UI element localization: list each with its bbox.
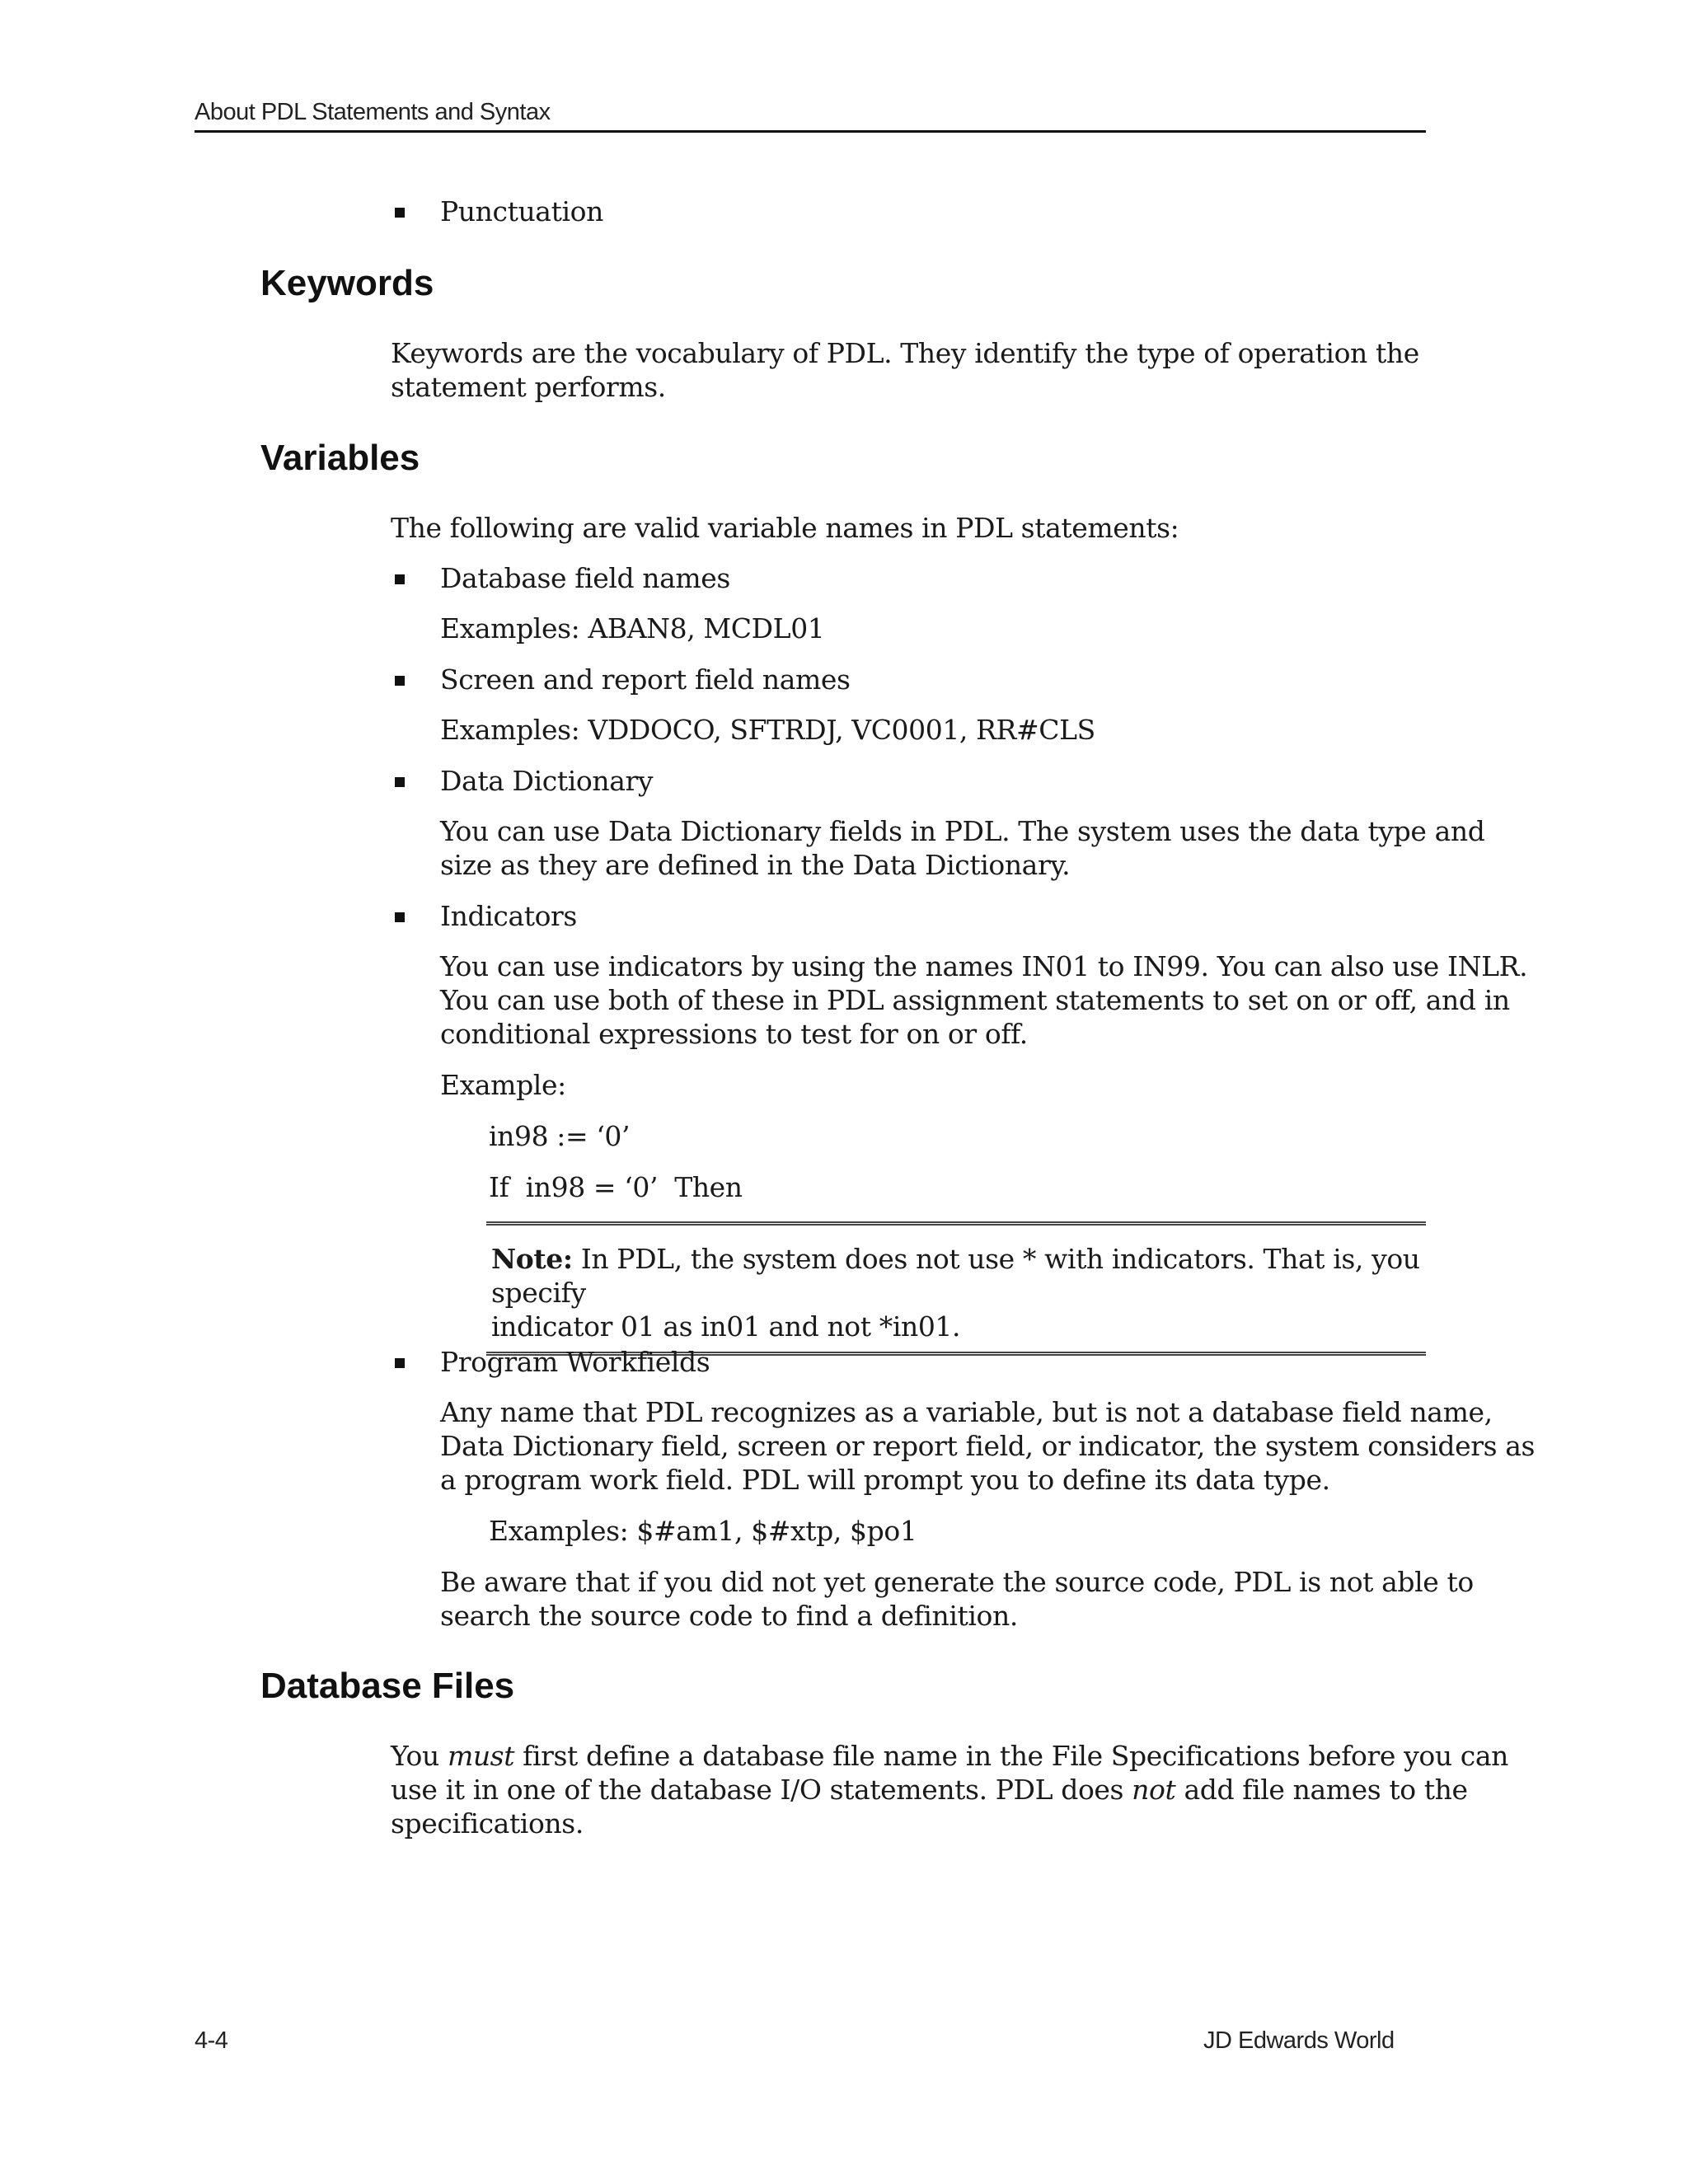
- list-item-text: Data Dictionary field, screen or report field, or indicator, the system considers as: [440, 1430, 1536, 1462]
- bullet-icon: [395, 777, 405, 787]
- example-label: Example:: [440, 1069, 566, 1101]
- list-item-text: search the source code to find a definition.: [440, 1600, 1018, 1632]
- emphasis-must: must: [447, 1740, 515, 1772]
- list-item-text: size as they are defined in the Data Dictionary.: [440, 849, 1071, 881]
- running-header: About PDL Statements and Syntax: [195, 99, 551, 125]
- text-run: You: [391, 1740, 448, 1772]
- text-run: add file names to the: [1175, 1774, 1468, 1806]
- note-box: [486, 1221, 1426, 1356]
- database-files-paragraph-line: [391, 1773, 1468, 1807]
- note-label: Note:: [491, 1243, 573, 1275]
- list-item-text: You can use both of these in PDL assignment statements to set on or off, and in: [440, 984, 1510, 1016]
- keywords-paragraph-line: statement performs.: [391, 371, 666, 403]
- list-item-text: conditional expressions to test for on or off.: [440, 1018, 1028, 1050]
- list-item-label: Program Workfields: [440, 1346, 710, 1378]
- database-files-paragraph-line: specifications.: [391, 1807, 584, 1840]
- note-text: indicator 01 as in01 and not *in01.: [491, 1310, 961, 1343]
- code-line: in98 := ‘0’: [489, 1120, 631, 1152]
- emphasis-not: not: [1132, 1774, 1176, 1806]
- list-item-text: Examples: ABAN8, MCDL01: [440, 612, 825, 644]
- list-item-label: Data Dictionary: [440, 765, 654, 797]
- text-run: first define a database file name in the File Specifications before you can: [514, 1740, 1508, 1772]
- bullet-icon: [395, 1358, 405, 1368]
- header-rule: [195, 130, 1426, 133]
- heading-variables: Variables: [260, 438, 420, 478]
- footer-page-number: 4-4: [195, 2027, 228, 2054]
- bullet-icon: [395, 912, 405, 922]
- footer-product-name: JD Edwards World: [1203, 2027, 1395, 2054]
- list-item-text: Any name that PDL recognizes as a variable, but is not a database field name,: [440, 1396, 1493, 1428]
- note-text: In PDL, the system does not use * with indicators. That is, you specify: [491, 1243, 1420, 1309]
- database-files-paragraph-line: [391, 1739, 1508, 1773]
- code-line: If in98 = ‘0’ Then: [489, 1171, 743, 1203]
- variables-intro: The following are valid variable names in PDL statements:: [391, 512, 1179, 544]
- workfield-examples: Examples: $#am1, $#xtp, $po1: [489, 1515, 917, 1547]
- list-item-label: Indicators: [440, 900, 577, 932]
- list-item-text: You can use indicators by using the names IN01 to IN99. You can also use INLR.: [440, 950, 1528, 982]
- keywords-paragraph-line: Keywords are the vocabulary of PDL. They identify the type of operation the: [391, 337, 1419, 369]
- bullet-icon: [395, 676, 405, 686]
- list-item-text: Be aware that if you did not yet generate the source code, PDL is not able to: [440, 1566, 1474, 1598]
- list-item-label: Database field names: [440, 562, 730, 594]
- bullet-icon: [395, 574, 405, 584]
- list-item-label: Screen and report field names: [440, 663, 851, 696]
- list-item-text: a program work field. PDL will prompt you to define its data type.: [440, 1464, 1330, 1496]
- text-run: use it in one of the database I/O statements. PDL does: [391, 1774, 1132, 1806]
- list-item-text: You can use Data Dictionary fields in PDL. The system uses the data type and: [440, 815, 1485, 847]
- heading-database-files: Database Files: [260, 1666, 515, 1706]
- heading-keywords: Keywords: [260, 263, 434, 303]
- list-item-text: Examples: VDDOCO, SFTRDJ, VC0001, RR#CLS: [440, 714, 1095, 746]
- bullet-icon: [395, 208, 405, 218]
- bullet-punctuation: Punctuation: [440, 195, 603, 227]
